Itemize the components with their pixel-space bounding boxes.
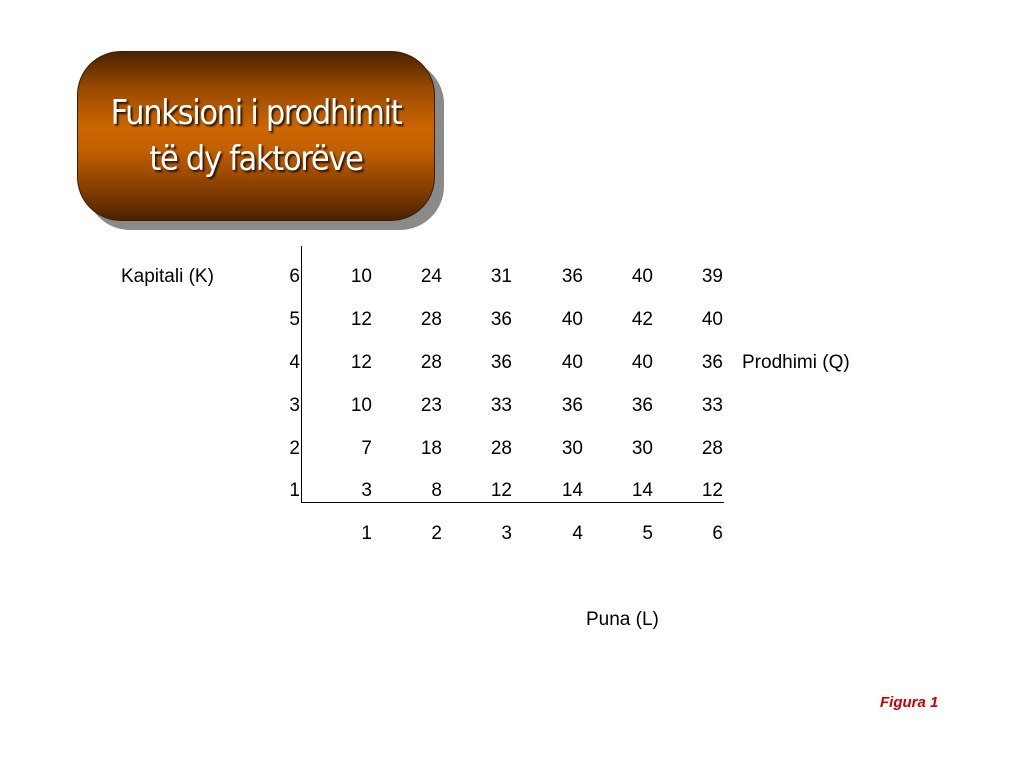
output-cell: 36 xyxy=(701,352,723,373)
output-label: Prodhimi (Q) xyxy=(742,352,850,373)
capital-level: 5 xyxy=(289,309,300,330)
labor-level: 6 xyxy=(712,523,723,544)
output-cell: 10 xyxy=(350,395,372,416)
output-cell: 12 xyxy=(701,480,723,501)
horizontal-axis-line xyxy=(301,502,724,503)
output-cell: 3 xyxy=(361,480,372,501)
output-cell: 28 xyxy=(420,352,442,373)
output-cell: 28 xyxy=(490,438,512,459)
output-cell: 33 xyxy=(701,395,723,416)
output-cell: 40 xyxy=(701,309,723,330)
output-cell: 12 xyxy=(350,309,372,330)
output-cell: 14 xyxy=(561,480,583,501)
labor-level: 5 xyxy=(642,523,653,544)
labor-level: 4 xyxy=(572,523,583,544)
output-cell: 14 xyxy=(631,480,653,501)
labor-level: 1 xyxy=(361,523,372,544)
figure-label: Figura 1 xyxy=(880,694,939,711)
output-cell: 42 xyxy=(631,309,653,330)
output-cell: 36 xyxy=(490,352,512,373)
output-cell: 36 xyxy=(490,309,512,330)
output-cell: 24 xyxy=(420,266,442,287)
output-cell: 40 xyxy=(631,266,653,287)
output-cell: 28 xyxy=(701,438,723,459)
output-cell: 23 xyxy=(420,395,442,416)
output-cell: 12 xyxy=(350,352,372,373)
output-cell: 10 xyxy=(350,266,372,287)
output-cell: 28 xyxy=(420,309,442,330)
labor-axis-label: Puna (L) xyxy=(586,609,659,630)
output-cell: 40 xyxy=(561,309,583,330)
output-cell: 31 xyxy=(490,266,512,287)
output-cell: 39 xyxy=(701,266,723,287)
capital-axis-label: Kapitali (K) xyxy=(121,266,214,287)
output-cell: 36 xyxy=(631,395,653,416)
capital-level: 4 xyxy=(289,352,300,373)
output-cell: 8 xyxy=(431,480,442,501)
output-cell: 30 xyxy=(561,438,583,459)
capital-level: 6 xyxy=(289,266,300,287)
output-cell: 40 xyxy=(631,352,653,373)
labor-level: 3 xyxy=(501,523,512,544)
title-box xyxy=(77,51,435,221)
output-cell: 7 xyxy=(361,438,372,459)
output-cell: 36 xyxy=(561,395,583,416)
output-cell: 40 xyxy=(561,352,583,373)
capital-level: 1 xyxy=(289,480,300,501)
output-cell: 12 xyxy=(490,480,512,501)
output-cell: 18 xyxy=(420,438,442,459)
vertical-axis-line xyxy=(301,246,302,503)
slide-title: Funksioni i prodhimit të dy faktorëve xyxy=(110,93,402,179)
labor-level: 2 xyxy=(431,523,442,544)
output-cell: 36 xyxy=(561,266,583,287)
capital-level: 3 xyxy=(289,395,300,416)
capital-level: 2 xyxy=(289,438,300,459)
output-cell: 30 xyxy=(631,438,653,459)
output-cell: 33 xyxy=(490,395,512,416)
